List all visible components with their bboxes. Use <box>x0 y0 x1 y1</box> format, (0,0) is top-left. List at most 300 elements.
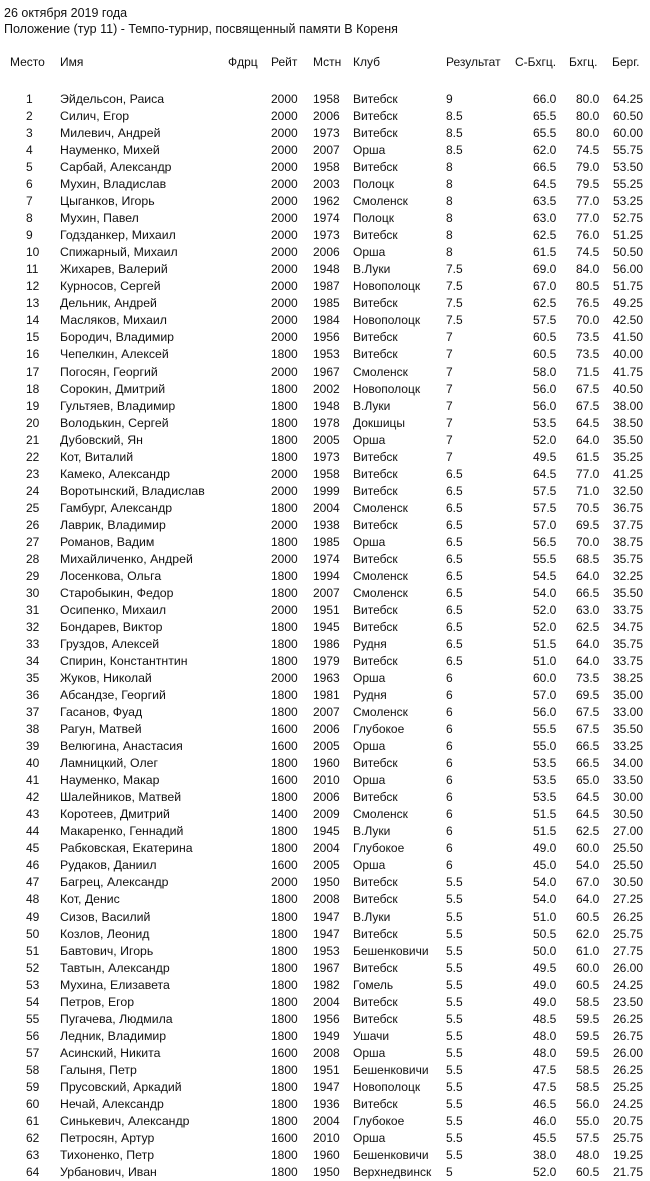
cell-club: Витебск <box>353 1096 398 1111</box>
cell-rating: 1800 <box>271 432 298 447</box>
table-row <box>0 176 650 193</box>
cell-name: Науменко, Михей <box>60 143 160 158</box>
cell-year: 2008 <box>313 1045 340 1060</box>
cell-place: 50 <box>26 926 40 941</box>
cell-cbuch: 49.0 <box>533 994 557 1009</box>
cell-cbuch: 57.5 <box>533 500 557 515</box>
cell-year: 2007 <box>313 585 340 600</box>
cell-buch: 70.0 <box>576 534 600 549</box>
cell-name: Прусовский, Аркадий <box>60 1079 182 1094</box>
table-row <box>0 568 650 585</box>
table-row <box>0 1113 650 1130</box>
cell-club: Смоленск <box>353 194 408 209</box>
cell-cbuch: 50.5 <box>533 926 557 941</box>
cell-name: Жихарев, Валерий <box>60 262 168 277</box>
cell-place: 1 <box>26 92 33 106</box>
cell-place: 28 <box>26 551 40 566</box>
cell-berg: 33.75 <box>613 602 644 617</box>
cell-name: Багрец, Александр <box>60 875 169 890</box>
cell-buch: 67.5 <box>576 381 600 396</box>
table-row <box>0 483 650 500</box>
cell-rating: 1800 <box>271 841 298 856</box>
cell-name: Груздов, Алексей <box>60 637 160 651</box>
cell-place: 35 <box>26 671 40 686</box>
cell-result: 6 <box>446 841 453 856</box>
table-row <box>0 772 650 789</box>
cell-buch: 69.5 <box>576 517 600 532</box>
cell-buch: 76.0 <box>576 228 600 243</box>
cell-rating: 2000 <box>271 211 298 226</box>
cell-name: Петров, Егор <box>60 994 135 1009</box>
cell-rating: 1800 <box>271 790 298 805</box>
cell-place: 12 <box>26 279 40 294</box>
table-row <box>0 909 650 926</box>
cell-result: 5 <box>446 1164 453 1179</box>
table-header <box>0 55 650 71</box>
cell-berg: 33.00 <box>613 705 644 720</box>
cell-cbuch: 63.0 <box>533 211 557 226</box>
cell-buch: 66.5 <box>576 756 600 771</box>
cell-place: 4 <box>26 143 33 158</box>
cell-year: 1951 <box>313 602 340 617</box>
cell-buch: 66.5 <box>576 739 600 754</box>
cell-berg: 51.25 <box>613 228 644 243</box>
cell-rating: 1800 <box>271 1062 298 1077</box>
cell-club: Гомель <box>353 977 394 992</box>
cell-year: 2003 <box>313 177 340 192</box>
cell-club: Орша <box>353 773 386 788</box>
cell-berg: 40.50 <box>613 381 644 396</box>
cell-buch: 58.5 <box>576 994 600 1009</box>
cell-rating: 2000 <box>271 109 298 124</box>
cell-name: Спирин, Константнтин <box>60 654 188 669</box>
cell-year: 2009 <box>313 807 340 822</box>
cell-rating: 1800 <box>271 415 298 430</box>
table-row <box>0 193 650 210</box>
cell-cbuch: 61.5 <box>533 245 557 260</box>
cell-place: 64 <box>26 1164 40 1179</box>
cell-year: 1947 <box>313 1079 340 1094</box>
cell-year: 1986 <box>313 637 340 651</box>
cell-place: 61 <box>26 1113 40 1128</box>
cell-cbuch: 55.5 <box>533 551 557 566</box>
cell-cbuch: 54.5 <box>533 568 557 583</box>
cell-berg: 42.50 <box>613 313 644 328</box>
cell-year: 1963 <box>313 671 340 686</box>
cell-buch: 71.5 <box>576 364 600 379</box>
cell-place: 19 <box>26 398 40 413</box>
cell-buch: 62.5 <box>576 824 600 839</box>
cell-rating: 1600 <box>271 1130 298 1145</box>
cell-club: Витебск <box>353 602 398 617</box>
cell-rating: 1800 <box>271 381 298 396</box>
cell-club: Смоленск <box>353 807 408 822</box>
cell-result: 6 <box>446 739 453 754</box>
cell-buch: 64.5 <box>576 807 600 822</box>
cell-result: 6 <box>446 790 453 805</box>
cell-rating: 1800 <box>271 1147 298 1162</box>
cell-club: Витебск <box>353 654 398 669</box>
cell-place: 54 <box>26 994 40 1009</box>
cell-club: Витебск <box>353 126 398 141</box>
cell-club: Витебск <box>353 790 398 805</box>
cell-year: 2005 <box>313 432 340 447</box>
cell-year: 1985 <box>313 534 340 549</box>
cell-name: Галыня, Петр <box>60 1062 137 1077</box>
table-row <box>0 840 650 857</box>
cell-club: Полоцк <box>353 211 394 226</box>
cell-name: Дубовский, Ян <box>60 432 143 447</box>
cell-name: Абсандзе, Георгий <box>60 688 166 703</box>
cell-cbuch: 62.5 <box>533 296 557 311</box>
cell-rating: 1600 <box>271 773 298 788</box>
cell-cbuch: 52.0 <box>533 602 557 617</box>
cell-cbuch: 46.5 <box>533 1096 557 1111</box>
cell-berg: 38.00 <box>613 398 644 413</box>
cell-club: Орша <box>353 1045 386 1060</box>
cell-club: Смоленск <box>353 364 408 379</box>
cell-club: Новополоцк <box>353 313 421 328</box>
cell-cbuch: 60.5 <box>533 330 557 345</box>
cell-club: Смоленск <box>353 568 408 583</box>
cell-berg: 27.25 <box>613 892 644 907</box>
cell-rating: 2000 <box>271 228 298 243</box>
cell-buch: 60.5 <box>576 1164 600 1179</box>
cell-name: Володькин, Сергей <box>60 415 169 430</box>
cell-name: Чепелкин, Алексей <box>60 347 169 362</box>
table-row <box>0 721 650 738</box>
cell-rating: 1800 <box>271 977 298 992</box>
cell-club: Витебск <box>353 347 398 362</box>
cell-place: 47 <box>26 875 40 890</box>
table-row <box>0 210 650 227</box>
cell-berg: 19.25 <box>613 1147 644 1162</box>
column-header-year: Мстн <box>313 55 342 69</box>
table-row <box>0 857 650 874</box>
table-row <box>0 1130 650 1147</box>
cell-name: Эйдельсон, Раиса <box>60 92 165 106</box>
cell-place: 3 <box>26 126 33 141</box>
cell-cbuch: 38.0 <box>533 1147 557 1162</box>
cell-year: 1950 <box>313 875 340 890</box>
cell-result: 7 <box>446 330 453 345</box>
cell-berg: 60.50 <box>613 109 644 124</box>
cell-club: Бешенковичи <box>353 1062 429 1077</box>
cell-place: 30 <box>26 585 40 600</box>
cell-rating: 2000 <box>271 296 298 311</box>
cell-result: 6.5 <box>446 466 463 481</box>
cell-result: 6.5 <box>446 637 463 651</box>
cell-year: 2004 <box>313 994 340 1009</box>
cell-buch: 64.0 <box>576 892 600 907</box>
cell-buch: 66.5 <box>576 585 600 600</box>
table-row <box>0 500 650 517</box>
cell-year: 1973 <box>313 228 340 243</box>
column-header-buch: Бхгц. <box>569 55 598 69</box>
cell-cbuch: 65.5 <box>533 126 557 141</box>
cell-cbuch: 67.0 <box>533 279 557 294</box>
table-row <box>0 415 650 432</box>
table-row <box>0 806 650 823</box>
cell-cbuch: 57.0 <box>533 517 557 532</box>
cell-cbuch: 51.0 <box>533 654 557 669</box>
cell-rating: 1600 <box>271 722 298 737</box>
cell-rating: 1800 <box>271 1028 298 1043</box>
table-row <box>0 551 650 568</box>
cell-club: Орша <box>353 432 386 447</box>
cell-cbuch: 55.5 <box>533 722 557 737</box>
cell-rating: 1800 <box>271 619 298 634</box>
cell-buch: 79.0 <box>576 160 600 175</box>
cell-place: 32 <box>26 619 40 634</box>
cell-year: 2004 <box>313 500 340 515</box>
cell-rating: 1800 <box>271 654 298 669</box>
cell-place: 34 <box>26 654 40 669</box>
table-row <box>0 585 650 602</box>
table-row <box>0 1147 650 1164</box>
cell-berg: 26.25 <box>613 1062 644 1077</box>
cell-berg: 27.75 <box>613 943 644 958</box>
cell-place: 16 <box>26 347 40 362</box>
cell-rating: 1800 <box>271 909 298 924</box>
cell-buch: 60.5 <box>576 909 600 924</box>
cell-buch: 74.5 <box>576 245 600 260</box>
cell-place: 63 <box>26 1147 40 1162</box>
cell-result: 5.5 <box>446 1147 463 1162</box>
cell-result: 7 <box>446 432 453 447</box>
cell-club: В.Луки <box>353 262 391 277</box>
cell-year: 1979 <box>313 654 340 669</box>
cell-club: Докшицы <box>353 415 406 430</box>
cell-result: 7.5 <box>446 279 463 294</box>
cell-result: 5.5 <box>446 1130 463 1145</box>
cell-berg: 56.00 <box>613 262 644 277</box>
cell-year: 1953 <box>313 943 340 958</box>
cell-place: 23 <box>26 466 40 481</box>
cell-buch: 76.5 <box>576 296 600 311</box>
cell-berg: 38.50 <box>613 415 644 430</box>
cell-cbuch: 51.5 <box>533 807 557 822</box>
cell-result: 6 <box>446 722 453 737</box>
cell-name: Урбанович, Иван <box>60 1164 157 1179</box>
cell-year: 1956 <box>313 1011 340 1026</box>
cell-club: Витебск <box>353 619 398 634</box>
cell-cbuch: 56.0 <box>533 398 557 413</box>
cell-result: 6 <box>446 671 453 686</box>
cell-buch: 57.5 <box>576 1130 600 1145</box>
cell-club: Глубокое <box>353 841 405 856</box>
cell-result: 6 <box>446 858 453 873</box>
cell-place: 58 <box>26 1062 40 1077</box>
cell-buch: 73.5 <box>576 671 600 686</box>
cell-name: Масляков, Михаил <box>60 313 167 328</box>
cell-buch: 64.0 <box>576 654 600 669</box>
cell-buch: 59.5 <box>576 1045 600 1060</box>
cell-club: Рудня <box>353 637 387 651</box>
cell-club: Глубокое <box>353 722 405 737</box>
cell-cbuch: 49.5 <box>533 960 557 975</box>
cell-year: 1982 <box>313 977 340 992</box>
cell-place: 49 <box>26 909 40 924</box>
cell-place: 6 <box>26 177 33 192</box>
cell-rating: 2000 <box>271 364 298 379</box>
table-row <box>0 125 650 142</box>
cell-cbuch: 55.0 <box>533 739 557 754</box>
cell-result: 5.5 <box>446 994 463 1009</box>
column-header-club: Клуб <box>353 55 380 69</box>
cell-result: 5.5 <box>446 1113 463 1128</box>
cell-buch: 67.5 <box>576 398 600 413</box>
table-row <box>0 874 650 891</box>
cell-year: 2007 <box>313 705 340 720</box>
cell-berg: 41.75 <box>613 364 644 379</box>
cell-result: 8.5 <box>446 109 463 124</box>
cell-result: 5.5 <box>446 875 463 890</box>
cell-cbuch: 62.0 <box>533 143 557 158</box>
cell-name: Жуков, Николай <box>60 671 152 686</box>
cell-year: 1960 <box>313 1147 340 1162</box>
cell-club: Орша <box>353 1130 386 1145</box>
cell-name: Козлов, Леонид <box>60 926 150 941</box>
cell-buch: 62.5 <box>576 619 600 634</box>
table-row <box>0 244 650 261</box>
cell-place: 20 <box>26 415 40 430</box>
cell-result: 6 <box>446 756 453 771</box>
cell-result: 7.5 <box>446 296 463 311</box>
cell-berg: 35.25 <box>613 449 644 464</box>
table-row <box>0 466 650 483</box>
table-row <box>0 364 650 381</box>
cell-result: 5.5 <box>446 1028 463 1043</box>
cell-buch: 69.5 <box>576 688 600 703</box>
cell-club: Орша <box>353 671 386 686</box>
cell-place: 38 <box>26 722 40 737</box>
cell-club: В.Луки <box>353 824 391 839</box>
cell-year: 1978 <box>313 415 340 430</box>
document-title: Положение (тур 11) - Темпо-турнир, посвященный памяти В Кореня <box>4 22 398 36</box>
cell-cbuch: 64.5 <box>533 466 557 481</box>
cell-place: 46 <box>26 858 40 873</box>
cell-buch: 80.5 <box>576 279 600 294</box>
cell-result: 7 <box>446 347 453 362</box>
cell-result: 6 <box>446 824 453 839</box>
cell-club: Новополоцк <box>353 1079 421 1094</box>
cell-cbuch: 46.0 <box>533 1113 557 1128</box>
cell-cbuch: 53.5 <box>533 773 557 788</box>
cell-buch: 77.0 <box>576 466 600 481</box>
cell-rating: 1800 <box>271 892 298 907</box>
cell-rating: 2000 <box>271 551 298 566</box>
cell-year: 1947 <box>313 909 340 924</box>
cell-place: 53 <box>26 977 40 992</box>
table-row <box>0 789 650 806</box>
cell-year: 1999 <box>313 483 340 498</box>
cell-berg: 64.25 <box>613 92 644 106</box>
cell-club: Витебск <box>353 296 398 311</box>
cell-place: 42 <box>26 790 40 805</box>
cell-berg: 55.25 <box>613 177 644 192</box>
cell-rating: 2000 <box>271 483 298 498</box>
cell-buch: 79.5 <box>576 177 600 192</box>
cell-name: Нечай, Александр <box>60 1096 164 1111</box>
cell-result: 5.5 <box>446 892 463 907</box>
cell-name: Бондарев, Виктор <box>60 619 163 634</box>
cell-cbuch: 58.0 <box>533 364 557 379</box>
table-row <box>0 1062 650 1079</box>
cell-name: Тавтын, Александр <box>60 960 170 975</box>
cell-rating: 2000 <box>271 126 298 141</box>
cell-place: 7 <box>26 194 33 209</box>
table-row <box>0 943 650 960</box>
cell-cbuch: 63.5 <box>533 194 557 209</box>
table-row <box>0 926 650 943</box>
cell-year: 2007 <box>313 143 340 158</box>
cell-year: 1956 <box>313 330 340 345</box>
cell-rating: 1800 <box>271 1164 298 1179</box>
cell-place: 43 <box>26 807 40 822</box>
cell-rating: 2000 <box>271 160 298 175</box>
cell-place: 10 <box>26 245 40 260</box>
cell-rating: 1800 <box>271 688 298 703</box>
cell-rating: 2000 <box>271 194 298 209</box>
cell-club: Новополоцк <box>353 381 421 396</box>
cell-buch: 64.5 <box>576 415 600 430</box>
cell-year: 1974 <box>313 211 340 226</box>
cell-name: Камеко, Александр <box>60 466 171 481</box>
table-row <box>0 602 650 619</box>
cell-berg: 35.50 <box>613 585 644 600</box>
cell-rating: 2000 <box>271 177 298 192</box>
cell-club: Орша <box>353 245 386 260</box>
cell-year: 1958 <box>313 92 340 106</box>
cell-name: Лосенкова, Ольга <box>60 568 162 583</box>
cell-rating: 1800 <box>271 926 298 941</box>
cell-rating: 1800 <box>271 585 298 600</box>
table-row <box>0 704 650 721</box>
cell-result: 6.5 <box>446 534 463 549</box>
cell-year: 2006 <box>313 722 340 737</box>
table-row <box>0 1096 650 1113</box>
cell-berg: 50.50 <box>613 245 644 260</box>
cell-year: 2006 <box>313 790 340 805</box>
cell-rating: 1600 <box>271 858 298 873</box>
cell-place: 26 <box>26 517 40 532</box>
cell-berg: 34.75 <box>613 619 644 634</box>
cell-buch: 60.5 <box>576 977 600 992</box>
cell-name: Цыганков, Игорь <box>60 194 155 209</box>
cell-result: 7 <box>446 415 453 430</box>
column-header-result: Результат <box>446 55 501 69</box>
cell-cbuch: 64.5 <box>533 177 557 192</box>
cell-place: 29 <box>26 568 40 583</box>
cell-place: 36 <box>26 688 40 703</box>
cell-year: 1938 <box>313 517 340 532</box>
cell-cbuch: 60.0 <box>533 671 557 686</box>
cell-name: Сизов, Василий <box>60 909 151 924</box>
cell-year: 2005 <box>313 739 340 754</box>
cell-club: Витебск <box>353 92 398 106</box>
cell-berg: 26.25 <box>613 1011 644 1026</box>
table-row <box>0 295 650 312</box>
cell-buch: 59.5 <box>576 1011 600 1026</box>
cell-cbuch: 51.5 <box>533 637 557 651</box>
table-row <box>0 432 650 449</box>
cell-result: 5.5 <box>446 1062 463 1077</box>
table-row <box>0 278 650 295</box>
cell-berg: 38.75 <box>613 534 644 549</box>
cell-result: 6.5 <box>446 602 463 617</box>
cell-result: 9 <box>446 92 453 106</box>
